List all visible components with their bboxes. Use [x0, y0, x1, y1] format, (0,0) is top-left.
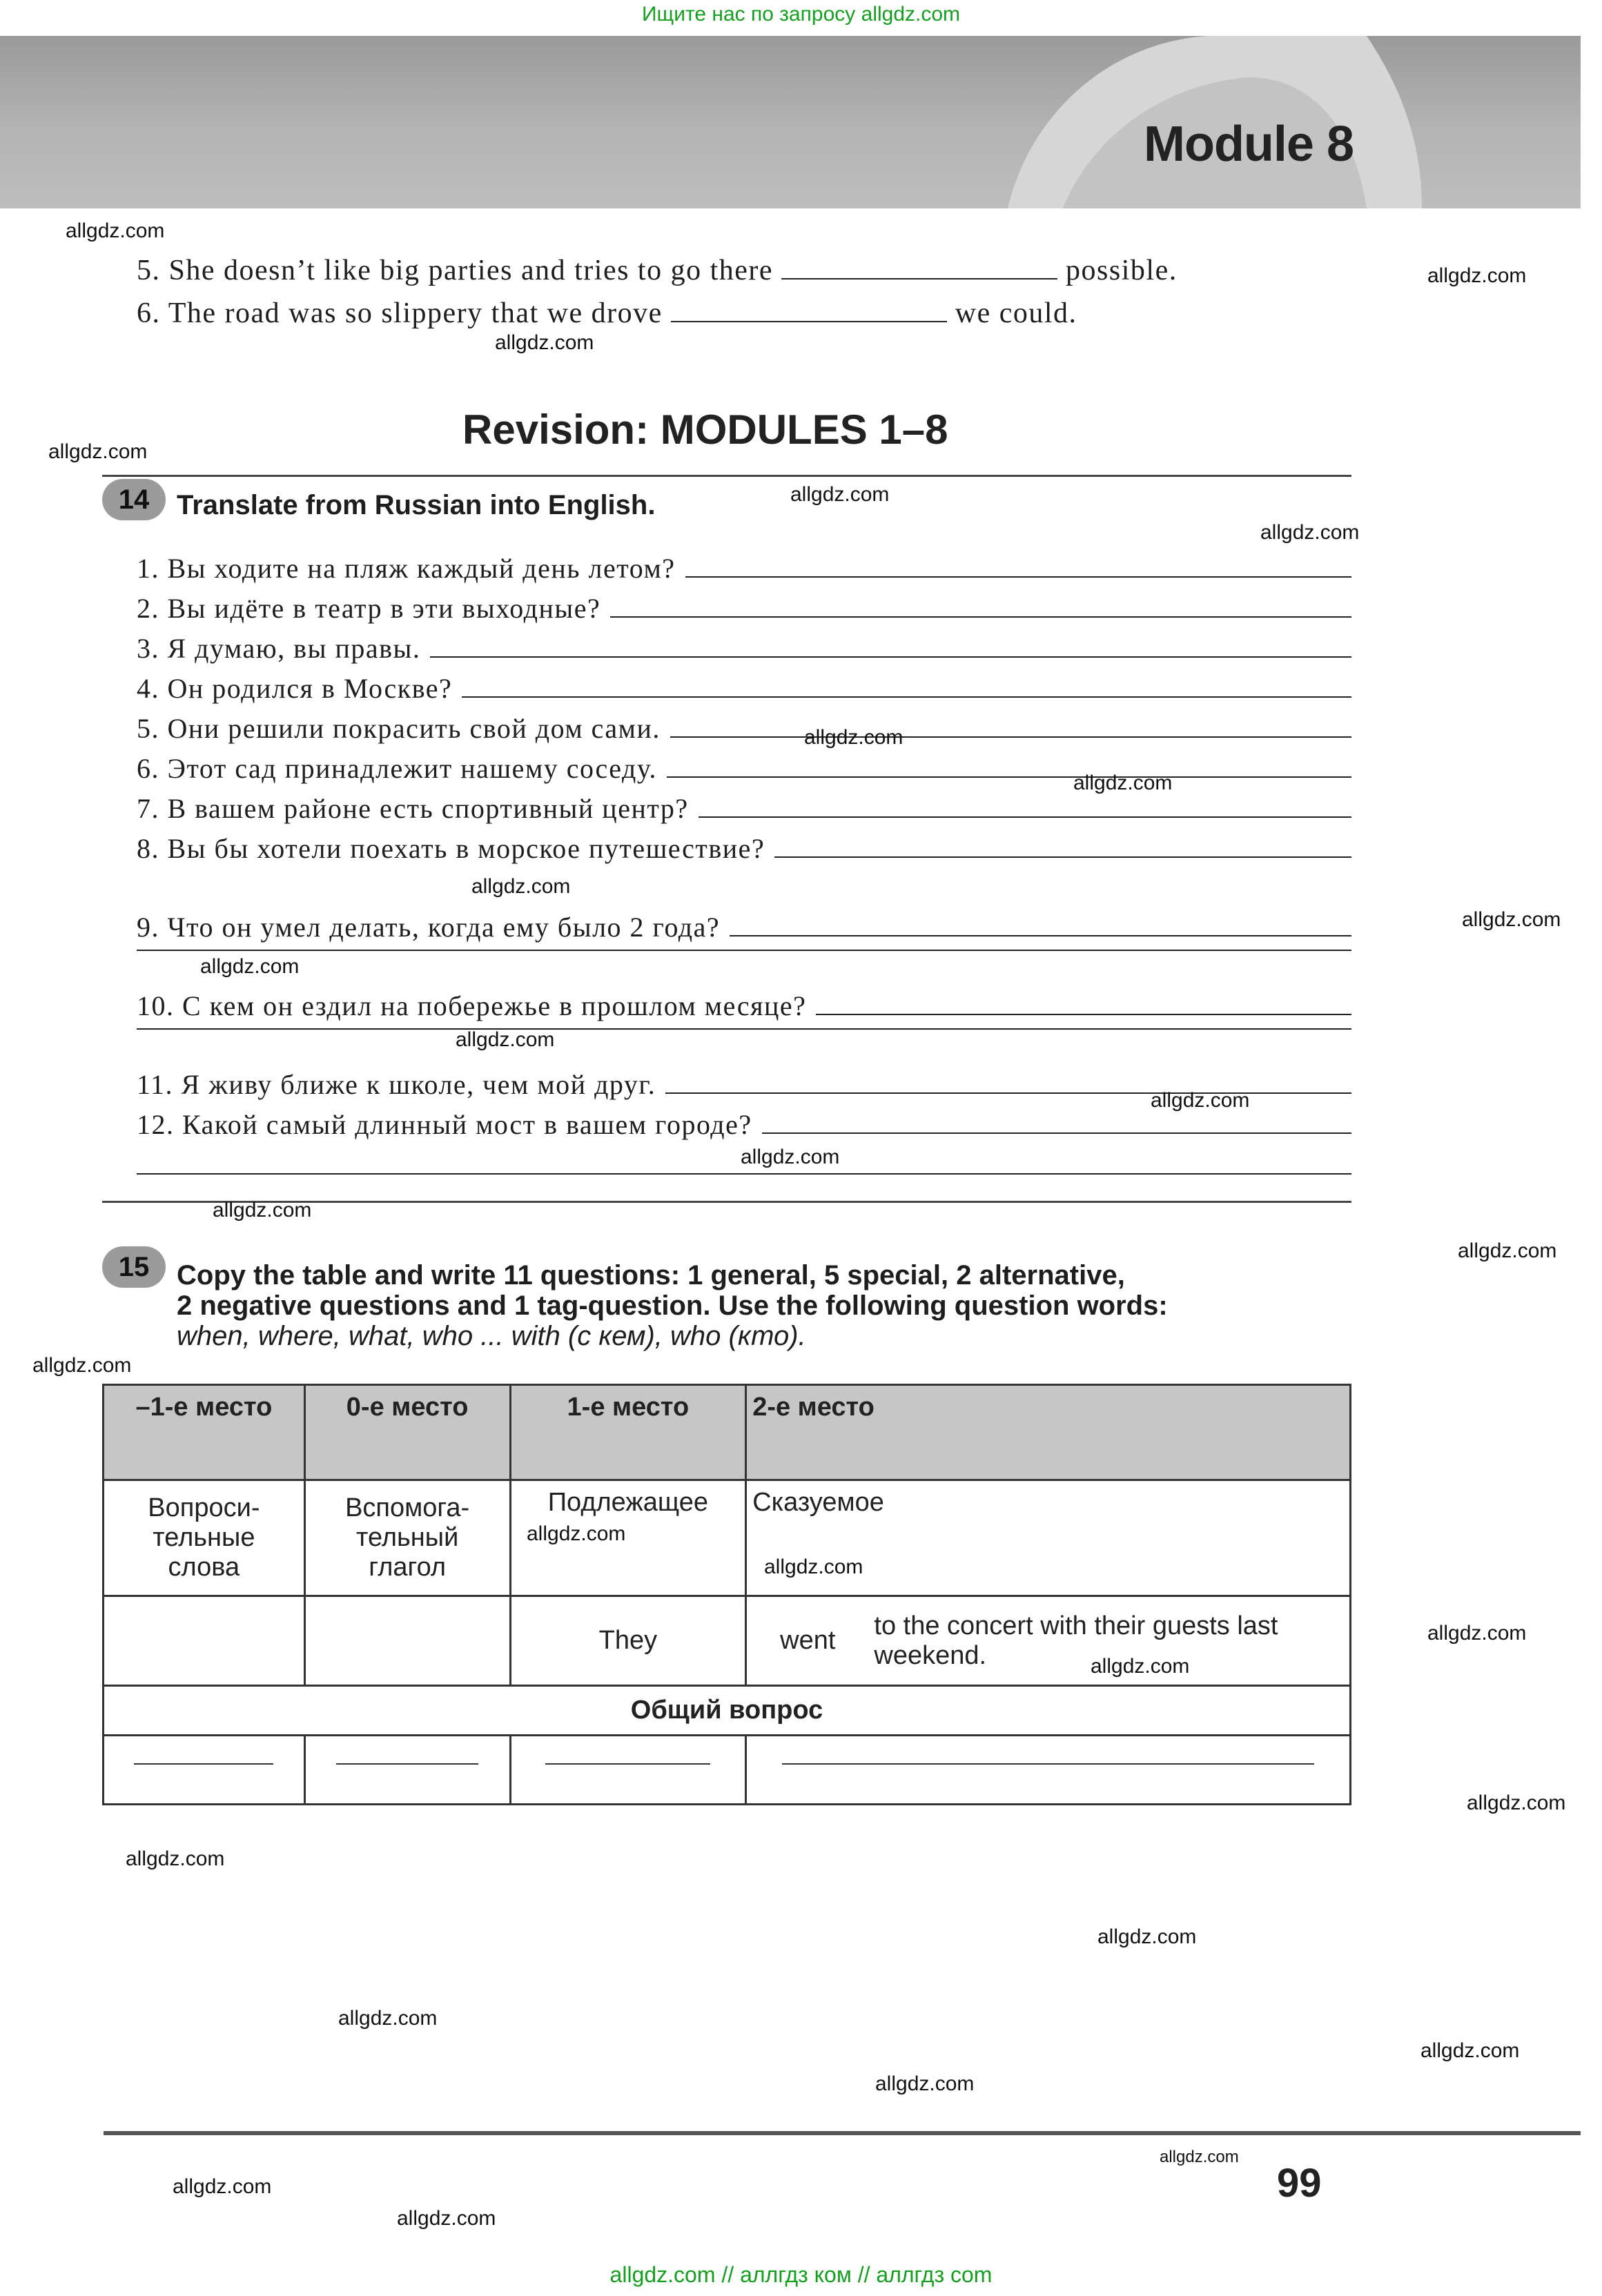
- watermark: allgdz.com: [1427, 264, 1527, 287]
- answer-line: [430, 656, 1351, 658]
- task-15-heading-line1: Copy the table and write 11 questions: 1 general, 5 special, 2 alternative,: [177, 1260, 1125, 1291]
- answer-cell: [510, 1736, 746, 1805]
- prev-item-6: 6. The road was so slippery that we drove we could.: [137, 297, 1077, 329]
- answer-line: [137, 950, 1351, 951]
- answer-line: [137, 1173, 1351, 1175]
- watermark: allgdz.com: [1151, 1089, 1250, 1112]
- watermark: allgdz.com: [495, 331, 594, 354]
- task-15-badge: 15: [102, 1246, 166, 1288]
- translate-prompt: 2. Вы идёте в театр в эти выходные?: [137, 593, 601, 624]
- page-number: 99: [1277, 2161, 1322, 2206]
- watermark: allgdz.com: [213, 1199, 312, 1221]
- watermark: allgdz.com: [1260, 521, 1360, 544]
- answer-line: [699, 816, 1351, 818]
- watermark: allgdz.com: [200, 955, 300, 978]
- translate-prompt: 3. Я думаю, вы правы.: [137, 633, 421, 664]
- bottom-links[interactable]: allgdz.com // аллгдз ком // аллгдз com: [609, 2262, 993, 2287]
- example-cell-qword: [104, 1596, 305, 1686]
- task-15-question-words: when, where, what, who ... with (с кем), who (кто).: [177, 1321, 806, 1351]
- watermark: allgdz.com: [527, 1522, 626, 1545]
- table-header-row: [104, 1385, 1351, 1480]
- col-header-0: 0-е место: [304, 1385, 510, 1480]
- list-item: [137, 592, 1351, 625]
- list-item: [137, 712, 1351, 745]
- example-subject: They: [510, 1596, 746, 1686]
- translate-prompt: 10. С кем он ездил на побережье в прошлом месяце?: [137, 990, 807, 1021]
- translate-prompt: 1. Вы ходите на пляж каждый день летом?: [137, 553, 676, 584]
- footer-rule: [104, 2131, 1581, 2135]
- translate-prompt: 6. Этот сад принадлежит нашему соседу.: [137, 753, 657, 784]
- general-question-row: [104, 1686, 1351, 1736]
- translate-prompt: 12. Какой самый длинный мост в вашем городе?: [137, 1109, 752, 1140]
- watermark: allgdz.com: [741, 1146, 840, 1168]
- answer-line: [610, 616, 1351, 618]
- col-header-2: 2-е место: [746, 1385, 1351, 1480]
- watermark: allgdz.com: [1097, 1925, 1197, 1948]
- translate-prompt: 9. Что он умел делать, когда ему было 2 года?: [137, 912, 721, 943]
- task-15-heading-line2: 2 negative questions and 1 tag-question. Use the following question words:: [177, 1291, 1168, 1321]
- general-question-label: Общий вопрос: [104, 1686, 1351, 1736]
- role-aux-verb: Вспомога-тельный глагол: [304, 1480, 510, 1596]
- watermark: allgdz.com: [48, 440, 148, 463]
- list-item: [137, 792, 1351, 825]
- answer-line: [816, 1014, 1351, 1015]
- watermark: allgdz.com: [1160, 2148, 1239, 2166]
- watermark: allgdz.com: [66, 219, 165, 242]
- watermark: allgdz.com: [764, 1556, 863, 1578]
- role-question-words: Вопроси-тельные слова: [104, 1480, 305, 1596]
- col-header-1: 1-е место: [510, 1385, 746, 1480]
- watermark: allgdz.com: [338, 2007, 438, 2030]
- watermark: allgdz.com: [804, 726, 903, 749]
- answer-line: [774, 856, 1351, 858]
- list-item: [137, 832, 1351, 865]
- section-divider: [102, 475, 1351, 477]
- list-item: [137, 632, 1351, 665]
- answer-line: [685, 576, 1351, 578]
- answer-line: [670, 736, 1351, 738]
- role-subject: Подлежащее: [510, 1480, 746, 1596]
- watermark: allgdz.com: [1467, 1792, 1566, 1814]
- answer-cell: [104, 1736, 305, 1805]
- answer-cell: [304, 1736, 510, 1805]
- watermark: allgdz.com: [1091, 1655, 1190, 1678]
- watermark: allgdz.com: [456, 1028, 555, 1051]
- watermark: allgdz.com: [32, 1354, 132, 1377]
- watermark: allgdz.com: [126, 1847, 225, 1870]
- translate-prompt: 8. Вы бы хотели поехать в морское путешествие?: [137, 833, 765, 864]
- watermark: allgdz.com: [1073, 772, 1173, 794]
- watermark: allgdz.com: [1462, 908, 1561, 931]
- list-item: [137, 990, 1351, 1022]
- top-search-banner[interactable]: Ищите нас по запросу allgdz.com: [641, 3, 961, 26]
- prev-item-5: 5. She doesn’t like big parties and tries to go there possible.: [137, 255, 1178, 286]
- answer-line: [462, 696, 1351, 698]
- example-cell-aux: [304, 1596, 510, 1686]
- table-row: [104, 1736, 1351, 1805]
- translate-prompt: 5. Они решили покрасить свой дом сами.: [137, 713, 661, 744]
- module-title: Module 8: [1143, 117, 1354, 172]
- section-title: Revision: MODULES 1–8: [462, 406, 948, 453]
- watermark: allgdz.com: [1427, 1622, 1527, 1645]
- list-item: [137, 1108, 1351, 1141]
- watermark: allgdz.com: [471, 875, 571, 898]
- list-item: [137, 552, 1351, 585]
- task-14-badge: 14: [102, 479, 166, 520]
- watermark: allgdz.com: [1420, 2039, 1520, 2062]
- answer-cell: [746, 1736, 1351, 1805]
- watermark: allgdz.com: [1458, 1239, 1557, 1262]
- answer-line: [730, 935, 1351, 936]
- list-item: [137, 672, 1351, 705]
- example-rest: to the concert with their guests last weekend.: [868, 1596, 1350, 1686]
- watermark: allgdz.com: [875, 2072, 975, 2095]
- task-14-heading: Translate from Russian into English.: [177, 490, 656, 520]
- list-item: [137, 911, 1351, 943]
- translate-prompt: 7. В вашем районе есть спортивный центр?: [137, 793, 689, 824]
- watermark: allgdz.com: [790, 483, 890, 506]
- role-predicate: Сказуемое: [746, 1480, 1351, 1596]
- translate-prompt: 11. Я живу ближе к школе, чем мой друг.: [137, 1069, 656, 1100]
- col-header-minus-1: –1-е место: [104, 1385, 305, 1480]
- answer-line: [667, 776, 1351, 778]
- example-predicate: went: [746, 1596, 869, 1686]
- word-order-table: [102, 1384, 1351, 1805]
- answer-line: [137, 1028, 1351, 1030]
- watermark: allgdz.com: [397, 2207, 496, 2230]
- translate-prompt: 4. Он родился в Москве?: [137, 673, 453, 704]
- table-roles-row: [104, 1480, 1351, 1596]
- watermark: allgdz.com: [173, 2175, 272, 2198]
- answer-line: [762, 1132, 1351, 1134]
